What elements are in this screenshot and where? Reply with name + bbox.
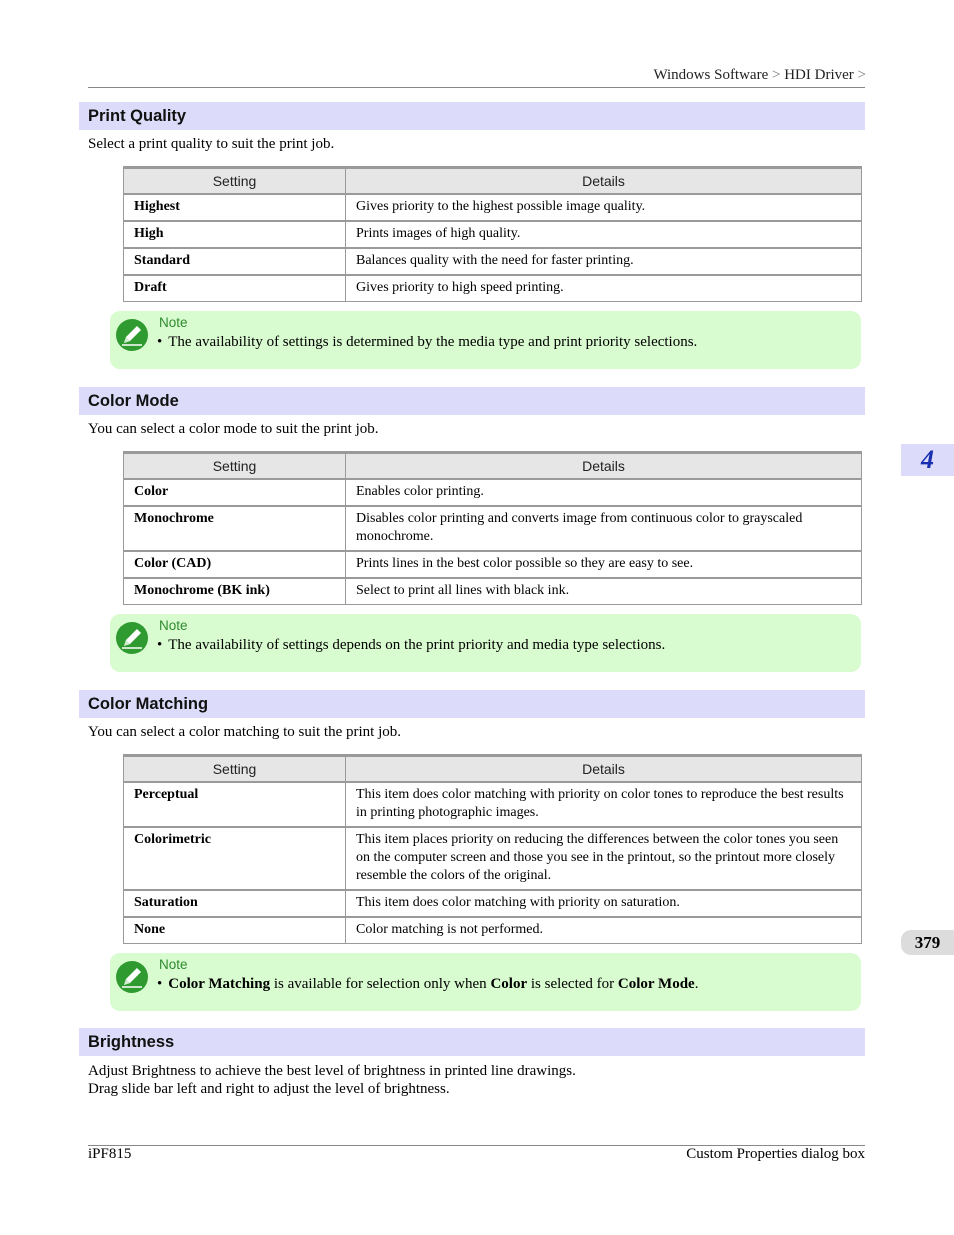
pencil-note-icon [115,621,149,655]
setting-name: Color [124,479,346,506]
setting-details: Balances quality with the need for faster printing. [346,248,862,275]
table-row [124,248,862,275]
page-number-tab: 379 [901,930,954,955]
setting-name: Draft [124,275,346,302]
column-header-details: Details [346,756,862,783]
table-row [124,551,862,578]
table-row [124,275,862,302]
section-intro: Select a print quality to suit the print job. [88,136,335,152]
pencil-note-icon [115,318,149,352]
intro-line: Drag slide bar left and right to adjust the level of brightness. [88,1081,450,1097]
column-header-details: Details [346,453,862,480]
chapter-tab[interactable]: 4 [901,444,954,476]
table-row [124,506,862,551]
note-body: The availability of settings is determined by the media type and print priority selections. [168,334,698,350]
breadcrumb-item[interactable]: Windows Software [653,67,769,83]
note-text [157,637,665,654]
note-text [157,976,698,993]
setting-name: Color (CAD) [124,551,346,578]
column-header-setting: Setting [124,453,346,480]
breadcrumb [653,67,866,84]
table-row [124,221,862,248]
setting-details: Color matching is not performed. [346,917,862,944]
note-term-color-mode: Color Mode [617,976,695,992]
column-header-setting: Setting [124,168,346,195]
breadcrumb-separator: > [772,67,781,83]
column-header-setting: Setting [124,756,346,783]
settings-table-color-mode [123,451,862,605]
note-box [110,953,861,1011]
bullet-icon: • [157,976,163,992]
setting-details: Prints images of high quality. [346,221,862,248]
setting-name: Monochrome [124,506,346,551]
note-body: is available for selection only when [270,976,491,992]
note-text [157,334,697,351]
table-row [124,479,862,506]
section-intro: You can select a color matching to suit the print job. [88,724,402,740]
footer-section-title: Custom Properties dialog box [686,1146,865,1162]
settings-table-color-matching [123,754,862,944]
note-body: The availability of settings depends on the print priority and media type selections. [168,637,666,653]
setting-details: Disables color printing and converts image from continuous color to grayscaled monochrome. [346,506,862,551]
setting-name: Monochrome (BK ink) [124,578,346,605]
setting-name: Highest [124,194,346,221]
table-row [124,917,862,944]
section-title-print-quality: Print Quality [79,102,865,130]
note-body: is selected for [527,976,618,992]
setting-details: Prints lines in the best color possible so they are easy to see. [346,551,862,578]
breadcrumb-item[interactable]: HDI Driver [784,67,854,83]
setting-details: This item does color matching with priority on saturation. [346,890,862,917]
column-header-details: Details [346,168,862,195]
setting-details: Gives priority to high speed printing. [346,275,862,302]
section-intro [88,1062,576,1098]
header-divider [88,87,865,88]
setting-name: Standard [124,248,346,275]
section-title-color-matching: Color Matching [79,690,865,718]
setting-name: None [124,917,346,944]
note-box [110,614,861,672]
pencil-note-icon [115,960,149,994]
note-body: . [694,976,699,992]
note-term-color: Color [490,976,528,992]
table-row [124,890,862,917]
setting-details: Enables color printing. [346,479,862,506]
table-header-row [124,756,862,783]
table-row [124,578,862,605]
setting-details: Select to print all lines with black ink. [346,578,862,605]
bullet-icon: • [157,334,163,350]
table-header-row [124,453,862,480]
note-term-color-matching: Color Matching [168,976,271,992]
breadcrumb-separator: > [857,67,866,83]
note-label: Note [159,618,188,633]
intro-line: Adjust Brightness to achieve the best level of brightness in printed line drawings. [88,1063,576,1079]
setting-name: High [124,221,346,248]
bullet-icon: • [157,637,163,653]
note-label: Note [159,315,188,330]
setting-details: This item does color matching with priority on color tones to reproduce the best results in printing photographic images. [346,782,862,827]
footer-model: iPF815 [88,1146,132,1162]
table-row [124,827,862,890]
table-row [124,194,862,221]
section-title-brightness: Brightness [79,1028,865,1056]
note-label: Note [159,957,188,972]
note-box [110,311,861,369]
table-header-row [124,168,862,195]
setting-name: Colorimetric [124,827,346,890]
table-row [124,782,862,827]
setting-name: Saturation [124,890,346,917]
setting-details: This item places priority on reducing the differences between the color tones you seen on the computer screen and those you see in the printout, so the printout more closely resemble the colors of the original. [346,827,862,890]
setting-details: Gives priority to the highest possible image quality. [346,194,862,221]
section-intro: You can select a color mode to suit the print job. [88,421,379,437]
settings-table-print-quality [123,166,862,302]
setting-name: Perceptual [124,782,346,827]
section-title-color-mode: Color Mode [79,387,865,415]
